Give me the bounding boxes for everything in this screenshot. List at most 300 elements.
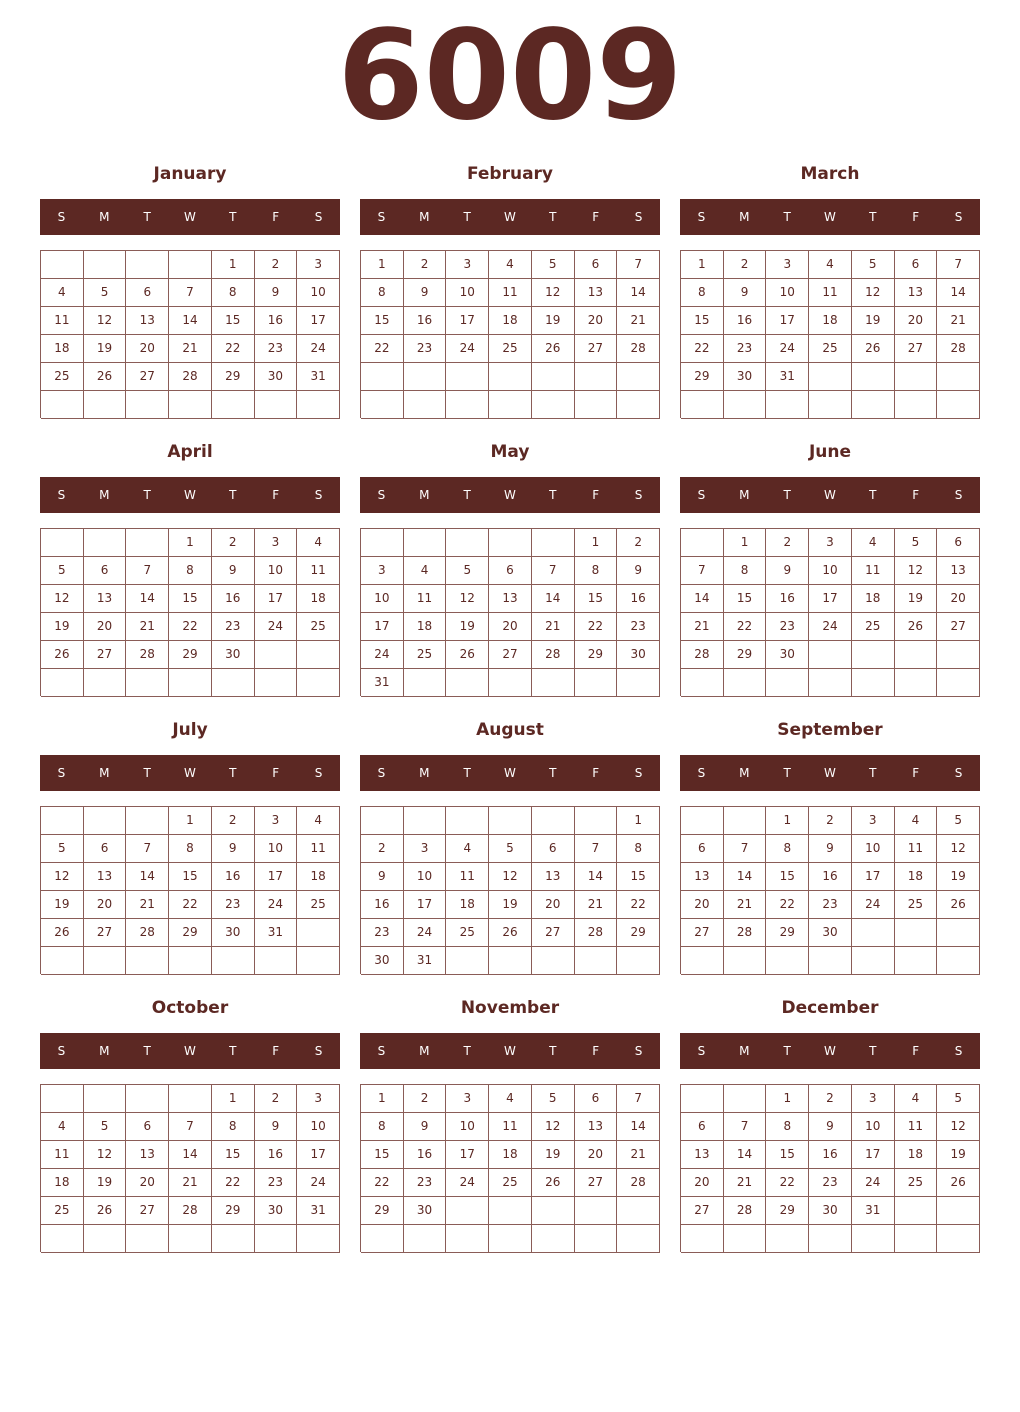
day-cell[interactable]: 27 [489,641,532,669]
day-cell[interactable]: 8 [169,835,212,863]
day-cell[interactable]: 27 [681,919,724,947]
day-cell[interactable]: 15 [766,1141,809,1169]
day-cell[interactable]: 22 [724,613,767,641]
day-cell[interactable]: 18 [297,585,340,613]
day-cell[interactable]: 22 [361,335,404,363]
day-cell[interactable]: 16 [809,863,852,891]
day-cell[interactable]: 6 [681,1113,724,1141]
day-cell[interactable]: 11 [895,835,938,863]
day-cell[interactable]: 17 [255,863,298,891]
day-cell[interactable]: 7 [937,251,980,279]
day-cell[interactable]: 21 [724,1169,767,1197]
day-cell[interactable]: 29 [169,641,212,669]
day-cell[interactable]: 23 [766,613,809,641]
day-cell[interactable]: 24 [404,919,447,947]
day-cell[interactable]: 22 [169,613,212,641]
day-cell[interactable]: 5 [446,557,489,585]
day-cell[interactable]: 13 [126,1141,169,1169]
day-cell[interactable]: 4 [489,1085,532,1113]
day-cell[interactable]: 1 [617,807,660,835]
day-cell[interactable]: 14 [126,585,169,613]
day-cell[interactable]: 23 [809,891,852,919]
day-cell[interactable]: 15 [212,307,255,335]
day-cell[interactable]: 4 [489,251,532,279]
day-cell[interactable]: 19 [532,1141,575,1169]
day-cell[interactable]: 17 [766,307,809,335]
day-cell[interactable]: 24 [297,335,340,363]
day-cell[interactable]: 4 [41,279,84,307]
day-cell[interactable]: 7 [532,557,575,585]
day-cell[interactable]: 8 [212,279,255,307]
day-cell[interactable]: 20 [126,335,169,363]
day-cell[interactable]: 9 [255,1113,298,1141]
day-cell[interactable]: 19 [41,891,84,919]
day-cell[interactable]: 1 [169,807,212,835]
day-cell[interactable]: 1 [212,1085,255,1113]
day-cell[interactable]: 6 [84,835,127,863]
day-cell[interactable]: 5 [895,529,938,557]
day-cell[interactable]: 11 [41,307,84,335]
day-cell[interactable]: 24 [809,613,852,641]
day-cell[interactable]: 6 [489,557,532,585]
day-cell[interactable]: 23 [617,613,660,641]
day-cell[interactable]: 2 [617,529,660,557]
day-cell[interactable]: 28 [126,919,169,947]
day-cell[interactable]: 30 [255,363,298,391]
day-cell[interactable]: 11 [446,863,489,891]
day-cell[interactable]: 21 [169,1169,212,1197]
day-cell[interactable]: 12 [532,1113,575,1141]
day-cell[interactable]: 20 [575,307,618,335]
day-cell[interactable]: 24 [852,1169,895,1197]
day-cell[interactable]: 11 [809,279,852,307]
day-cell[interactable]: 27 [84,919,127,947]
day-cell[interactable]: 19 [41,613,84,641]
day-cell[interactable]: 27 [937,613,980,641]
day-cell[interactable]: 21 [617,307,660,335]
day-cell[interactable]: 6 [681,835,724,863]
day-cell[interactable]: 7 [575,835,618,863]
day-cell[interactable]: 14 [575,863,618,891]
day-cell[interactable]: 12 [84,1141,127,1169]
day-cell[interactable]: 5 [84,1113,127,1141]
day-cell[interactable]: 13 [126,307,169,335]
day-cell[interactable]: 3 [361,557,404,585]
day-cell[interactable]: 8 [766,835,809,863]
day-cell[interactable]: 14 [126,863,169,891]
day-cell[interactable]: 29 [575,641,618,669]
day-cell[interactable]: 18 [446,891,489,919]
day-cell[interactable]: 25 [895,891,938,919]
day-cell[interactable]: 7 [169,279,212,307]
day-cell[interactable]: 21 [937,307,980,335]
day-cell[interactable]: 9 [404,1113,447,1141]
day-cell[interactable]: 7 [617,251,660,279]
day-cell[interactable]: 22 [361,1169,404,1197]
day-cell[interactable]: 21 [532,613,575,641]
day-cell[interactable]: 12 [41,585,84,613]
day-cell[interactable]: 30 [724,363,767,391]
day-cell[interactable]: 26 [446,641,489,669]
day-cell[interactable]: 16 [809,1141,852,1169]
day-cell[interactable]: 30 [617,641,660,669]
day-cell[interactable]: 28 [681,641,724,669]
day-cell[interactable]: 28 [724,919,767,947]
day-cell[interactable]: 5 [41,557,84,585]
day-cell[interactable]: 18 [895,863,938,891]
day-cell[interactable]: 21 [724,891,767,919]
day-cell[interactable]: 10 [446,279,489,307]
day-cell[interactable]: 4 [852,529,895,557]
day-cell[interactable]: 15 [361,1141,404,1169]
day-cell[interactable]: 14 [617,1113,660,1141]
day-cell[interactable]: 17 [852,863,895,891]
day-cell[interactable]: 11 [404,585,447,613]
day-cell[interactable]: 19 [937,1141,980,1169]
day-cell[interactable]: 19 [489,891,532,919]
day-cell[interactable]: 22 [766,1169,809,1197]
day-cell[interactable]: 8 [724,557,767,585]
day-cell[interactable]: 28 [937,335,980,363]
day-cell[interactable]: 23 [404,335,447,363]
day-cell[interactable]: 19 [937,863,980,891]
day-cell[interactable]: 20 [84,613,127,641]
day-cell[interactable]: 29 [681,363,724,391]
day-cell[interactable]: 30 [212,919,255,947]
day-cell[interactable]: 26 [41,919,84,947]
day-cell[interactable]: 6 [895,251,938,279]
day-cell[interactable]: 22 [212,1169,255,1197]
day-cell[interactable]: 7 [126,557,169,585]
day-cell[interactable]: 29 [724,641,767,669]
day-cell[interactable]: 2 [404,1085,447,1113]
day-cell[interactable]: 3 [809,529,852,557]
day-cell[interactable]: 9 [212,835,255,863]
day-cell[interactable]: 27 [575,1169,618,1197]
day-cell[interactable]: 8 [361,1113,404,1141]
day-cell[interactable]: 4 [41,1113,84,1141]
day-cell[interactable]: 15 [681,307,724,335]
day-cell[interactable]: 24 [852,891,895,919]
day-cell[interactable]: 5 [532,1085,575,1113]
day-cell[interactable]: 10 [446,1113,489,1141]
day-cell[interactable]: 14 [532,585,575,613]
day-cell[interactable]: 26 [895,613,938,641]
day-cell[interactable]: 10 [809,557,852,585]
day-cell[interactable]: 27 [126,363,169,391]
day-cell[interactable]: 31 [852,1197,895,1225]
day-cell[interactable]: 23 [255,335,298,363]
day-cell[interactable]: 22 [169,891,212,919]
day-cell[interactable]: 16 [404,307,447,335]
day-cell[interactable]: 7 [681,557,724,585]
day-cell[interactable]: 28 [126,641,169,669]
day-cell[interactable]: 30 [255,1197,298,1225]
day-cell[interactable]: 9 [361,863,404,891]
day-cell[interactable]: 29 [361,1197,404,1225]
day-cell[interactable]: 19 [852,307,895,335]
day-cell[interactable]: 5 [937,1085,980,1113]
day-cell[interactable]: 18 [852,585,895,613]
day-cell[interactable]: 8 [617,835,660,863]
day-cell[interactable]: 25 [297,613,340,641]
day-cell[interactable]: 25 [41,363,84,391]
day-cell[interactable]: 29 [617,919,660,947]
day-cell[interactable]: 1 [212,251,255,279]
day-cell[interactable]: 12 [937,1113,980,1141]
day-cell[interactable]: 19 [84,335,127,363]
day-cell[interactable]: 30 [809,919,852,947]
day-cell[interactable]: 24 [255,613,298,641]
day-cell[interactable]: 10 [852,835,895,863]
day-cell[interactable]: 24 [766,335,809,363]
day-cell[interactable]: 30 [766,641,809,669]
day-cell[interactable]: 14 [724,863,767,891]
day-cell[interactable]: 30 [361,947,404,975]
day-cell[interactable]: 6 [532,835,575,863]
day-cell[interactable]: 26 [852,335,895,363]
day-cell[interactable]: 15 [724,585,767,613]
day-cell[interactable]: 5 [852,251,895,279]
day-cell[interactable]: 11 [489,1113,532,1141]
day-cell[interactable]: 27 [575,335,618,363]
day-cell[interactable]: 14 [169,1141,212,1169]
day-cell[interactable]: 1 [169,529,212,557]
day-cell[interactable]: 6 [937,529,980,557]
day-cell[interactable]: 11 [297,557,340,585]
day-cell[interactable]: 9 [255,279,298,307]
day-cell[interactable]: 10 [297,279,340,307]
day-cell[interactable]: 31 [255,919,298,947]
day-cell[interactable]: 12 [446,585,489,613]
day-cell[interactable]: 4 [404,557,447,585]
day-cell[interactable]: 3 [852,807,895,835]
day-cell[interactable]: 3 [852,1085,895,1113]
day-cell[interactable]: 22 [681,335,724,363]
day-cell[interactable]: 31 [297,363,340,391]
day-cell[interactable]: 23 [404,1169,447,1197]
day-cell[interactable]: 2 [404,251,447,279]
day-cell[interactable]: 6 [575,1085,618,1113]
day-cell[interactable]: 14 [617,279,660,307]
day-cell[interactable]: 16 [617,585,660,613]
day-cell[interactable]: 1 [724,529,767,557]
day-cell[interactable]: 22 [575,613,618,641]
day-cell[interactable]: 13 [895,279,938,307]
day-cell[interactable]: 25 [404,641,447,669]
day-cell[interactable]: 13 [532,863,575,891]
day-cell[interactable]: 12 [937,835,980,863]
day-cell[interactable]: 18 [41,1169,84,1197]
day-cell[interactable]: 30 [404,1197,447,1225]
day-cell[interactable]: 26 [84,1197,127,1225]
day-cell[interactable]: 10 [297,1113,340,1141]
day-cell[interactable]: 13 [681,863,724,891]
day-cell[interactable]: 22 [212,335,255,363]
day-cell[interactable]: 8 [212,1113,255,1141]
day-cell[interactable]: 4 [297,529,340,557]
day-cell[interactable]: 5 [532,251,575,279]
day-cell[interactable]: 12 [852,279,895,307]
day-cell[interactable]: 12 [489,863,532,891]
day-cell[interactable]: 9 [617,557,660,585]
day-cell[interactable]: 23 [361,919,404,947]
day-cell[interactable]: 15 [169,585,212,613]
day-cell[interactable]: 27 [681,1197,724,1225]
day-cell[interactable]: 20 [937,585,980,613]
day-cell[interactable]: 28 [617,1169,660,1197]
day-cell[interactable]: 8 [575,557,618,585]
day-cell[interactable]: 10 [255,557,298,585]
day-cell[interactable]: 29 [766,919,809,947]
day-cell[interactable]: 19 [532,307,575,335]
day-cell[interactable]: 20 [126,1169,169,1197]
day-cell[interactable]: 19 [446,613,489,641]
day-cell[interactable]: 12 [532,279,575,307]
day-cell[interactable]: 18 [809,307,852,335]
day-cell[interactable]: 24 [361,641,404,669]
day-cell[interactable]: 13 [575,279,618,307]
day-cell[interactable]: 2 [255,1085,298,1113]
day-cell[interactable]: 13 [575,1113,618,1141]
day-cell[interactable]: 8 [169,557,212,585]
day-cell[interactable]: 18 [895,1141,938,1169]
day-cell[interactable]: 12 [895,557,938,585]
day-cell[interactable]: 5 [489,835,532,863]
day-cell[interactable]: 10 [255,835,298,863]
day-cell[interactable]: 21 [126,613,169,641]
day-cell[interactable]: 14 [169,307,212,335]
day-cell[interactable]: 12 [41,863,84,891]
day-cell[interactable]: 27 [532,919,575,947]
day-cell[interactable]: 20 [489,613,532,641]
day-cell[interactable]: 20 [681,891,724,919]
day-cell[interactable]: 17 [446,1141,489,1169]
day-cell[interactable]: 2 [255,251,298,279]
day-cell[interactable]: 13 [489,585,532,613]
day-cell[interactable]: 25 [489,1169,532,1197]
day-cell[interactable]: 4 [446,835,489,863]
day-cell[interactable]: 16 [212,585,255,613]
day-cell[interactable]: 20 [575,1141,618,1169]
day-cell[interactable]: 16 [255,307,298,335]
day-cell[interactable]: 19 [895,585,938,613]
day-cell[interactable]: 26 [937,1169,980,1197]
day-cell[interactable]: 13 [681,1141,724,1169]
day-cell[interactable]: 1 [766,1085,809,1113]
day-cell[interactable]: 10 [404,863,447,891]
day-cell[interactable]: 26 [489,919,532,947]
day-cell[interactable]: 11 [895,1113,938,1141]
day-cell[interactable]: 24 [446,335,489,363]
day-cell[interactable]: 6 [126,279,169,307]
day-cell[interactable]: 22 [766,891,809,919]
day-cell[interactable]: 2 [809,1085,852,1113]
day-cell[interactable]: 26 [41,641,84,669]
day-cell[interactable]: 29 [212,363,255,391]
day-cell[interactable]: 21 [575,891,618,919]
day-cell[interactable]: 28 [169,1197,212,1225]
day-cell[interactable]: 25 [297,891,340,919]
day-cell[interactable]: 18 [404,613,447,641]
day-cell[interactable]: 2 [212,807,255,835]
day-cell[interactable]: 26 [532,335,575,363]
day-cell[interactable]: 3 [404,835,447,863]
day-cell[interactable]: 23 [212,891,255,919]
day-cell[interactable]: 28 [532,641,575,669]
day-cell[interactable]: 31 [766,363,809,391]
day-cell[interactable]: 7 [169,1113,212,1141]
day-cell[interactable]: 17 [297,1141,340,1169]
day-cell[interactable]: 17 [852,1141,895,1169]
day-cell[interactable]: 18 [489,307,532,335]
day-cell[interactable]: 9 [404,279,447,307]
day-cell[interactable]: 28 [617,335,660,363]
day-cell[interactable]: 16 [255,1141,298,1169]
day-cell[interactable]: 23 [255,1169,298,1197]
day-cell[interactable]: 3 [297,1085,340,1113]
day-cell[interactable]: 15 [766,863,809,891]
day-cell[interactable]: 22 [617,891,660,919]
day-cell[interactable]: 24 [446,1169,489,1197]
day-cell[interactable]: 29 [212,1197,255,1225]
day-cell[interactable]: 9 [809,835,852,863]
day-cell[interactable]: 4 [809,251,852,279]
day-cell[interactable]: 25 [852,613,895,641]
day-cell[interactable]: 6 [126,1113,169,1141]
day-cell[interactable]: 27 [895,335,938,363]
day-cell[interactable]: 23 [809,1169,852,1197]
day-cell[interactable]: 3 [446,251,489,279]
day-cell[interactable]: 27 [126,1197,169,1225]
day-cell[interactable]: 1 [361,1085,404,1113]
day-cell[interactable]: 26 [84,363,127,391]
day-cell[interactable]: 31 [297,1197,340,1225]
day-cell[interactable]: 7 [617,1085,660,1113]
day-cell[interactable]: 15 [575,585,618,613]
day-cell[interactable]: 17 [446,307,489,335]
day-cell[interactable]: 15 [361,307,404,335]
day-cell[interactable]: 4 [297,807,340,835]
day-cell[interactable]: 9 [766,557,809,585]
day-cell[interactable]: 8 [361,279,404,307]
day-cell[interactable]: 8 [766,1113,809,1141]
day-cell[interactable]: 26 [532,1169,575,1197]
day-cell[interactable]: 18 [297,863,340,891]
day-cell[interactable]: 11 [852,557,895,585]
day-cell[interactable]: 19 [84,1169,127,1197]
day-cell[interactable]: 16 [724,307,767,335]
day-cell[interactable]: 16 [361,891,404,919]
day-cell[interactable]: 8 [681,279,724,307]
day-cell[interactable]: 25 [809,335,852,363]
day-cell[interactable]: 7 [724,1113,767,1141]
day-cell[interactable]: 21 [169,335,212,363]
day-cell[interactable]: 21 [617,1141,660,1169]
day-cell[interactable]: 13 [937,557,980,585]
day-cell[interactable]: 7 [126,835,169,863]
day-cell[interactable]: 5 [84,279,127,307]
day-cell[interactable]: 14 [937,279,980,307]
day-cell[interactable]: 28 [724,1197,767,1225]
day-cell[interactable]: 21 [681,613,724,641]
day-cell[interactable]: 18 [41,335,84,363]
day-cell[interactable]: 2 [361,835,404,863]
day-cell[interactable]: 3 [297,251,340,279]
day-cell[interactable]: 6 [84,557,127,585]
day-cell[interactable]: 25 [41,1197,84,1225]
day-cell[interactable]: 31 [361,669,404,697]
